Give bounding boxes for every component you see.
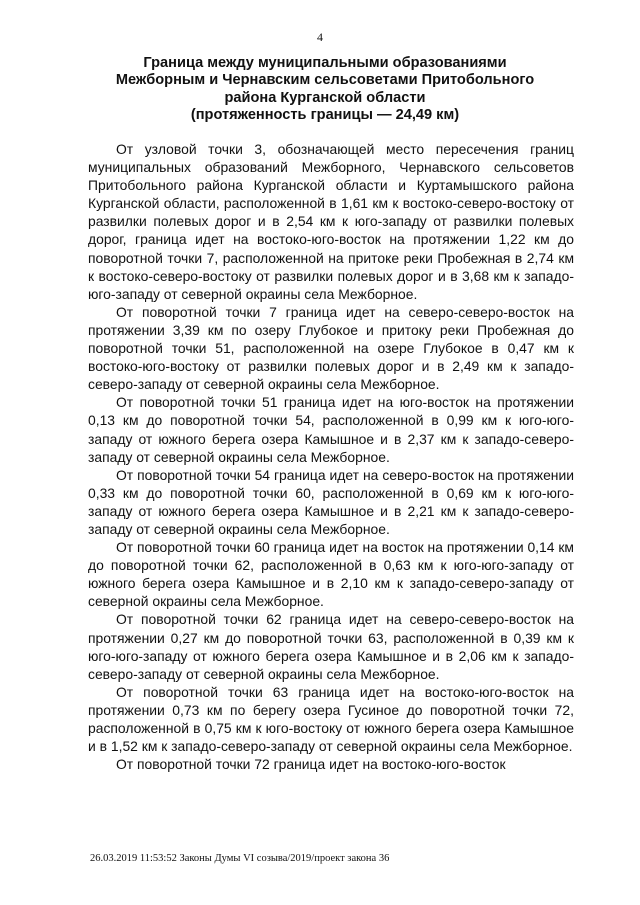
document-body — [88, 140, 574, 773]
paragraph-point-63: От поворотной точки 63 граница идет на востоко-юго-восток на протяжении 0,73 км по берегу озера Гусиное до поворотной точки 72, расположенной в 0,75 км к юго-востоку от южного берега озера Камышное и в 1,52 км к западо-северо-западу от северной окраины села Межборное. — [88, 683, 574, 755]
paragraph-point-7: От поворотной точки 7 граница идет на северо-северо-восток на протяжении 3,39 км по озеру Глубокое и притоку реки Пробежная до поворотной точки 51, расположенной на озере Глубокое в 0,47 км к востоко-юго-востоку от развилки полевых дорог и в 2,49 км к западо-северо-западу от северной окраины села Межборное. — [88, 303, 574, 393]
paragraph-point-3: От узловой точки 3, обозначающей место пересечения границ муниципальных образований Межборного, Чернавского сельсоветов Притобольного района Курганской области и Куртамышского района Курганской области, расположенной в 1,61 км к востоко-северо-востоку от развилки полевых дорог и в 2,54 км к юго-западу от развилки полевых дорог, граница идет на востоко-юго-восток на протяжении 1,22 км до поворотной точки 7, расположенной на притоке реки Пробежная в 2,74 км к востоко-северо-востоку от развилки полевых дорог и в 3,68 км к западо-юго-западу от северной окраины села Межборное. — [88, 141, 574, 302]
paragraph-point-62: От поворотной точки 62 граница идет на северо-северо-восток на протяжении 0,27 км до поворотной точки 63, расположенной в 0,39 км к юго-юго-западу от южного берега озера Камышное и в 2,06 км к западо-северо-западу от северной окраины села Межборное. — [88, 611, 574, 682]
title-line-3: района Курганской области — [224, 89, 426, 106]
title-line-2: Межборным и Чернавским сельсоветами Притобольного — [115, 72, 535, 89]
paragraph-point-72: От поворотной точки 72 граница идет на востоко-юго-восток — [116, 756, 506, 773]
paragraph-point-54: От поворотной точки 54 граница идет на северо-восток на протяжении 0,33 км до поворотной точки 60, расположенной в 0,69 км к юго-юго-западу от южного берега озера Камышное и в 2,21 км к западо-северо-западу от северной окраины села Межборное. — [88, 466, 574, 537]
page-number: 4 — [317, 30, 323, 44]
title-line-4: (протяженность границы — 24,49 км) — [190, 107, 460, 124]
document-footer: 26.03.2019 11:53:52 Законы Думы VI созыва/2019/проект закона 36 — [90, 853, 390, 864]
paragraph-point-51: От поворотной точки 51 граница идет на юго-восток на протяжении 0,13 км до поворотной точки 54, расположенной в 0,99 км к юго-юго-западу от южного берега озера Камышное и в 2,37 км к западо-северо-западу от северной окраины села Межборное. — [88, 394, 574, 465]
paragraph-point-60: От поворотной точки 60 граница идет на восток на протяжении 0,14 км до поворотной точки 62, расположенной в 0,63 км к юго-юго-западу от южного берега озера Камышное и в 2,10 км к западо-северо-западу от северной окраины села Межборное. — [88, 539, 574, 610]
title-line-1: Граница между муниципальными образованиями — [143, 55, 507, 71]
document-title — [90, 55, 560, 125]
